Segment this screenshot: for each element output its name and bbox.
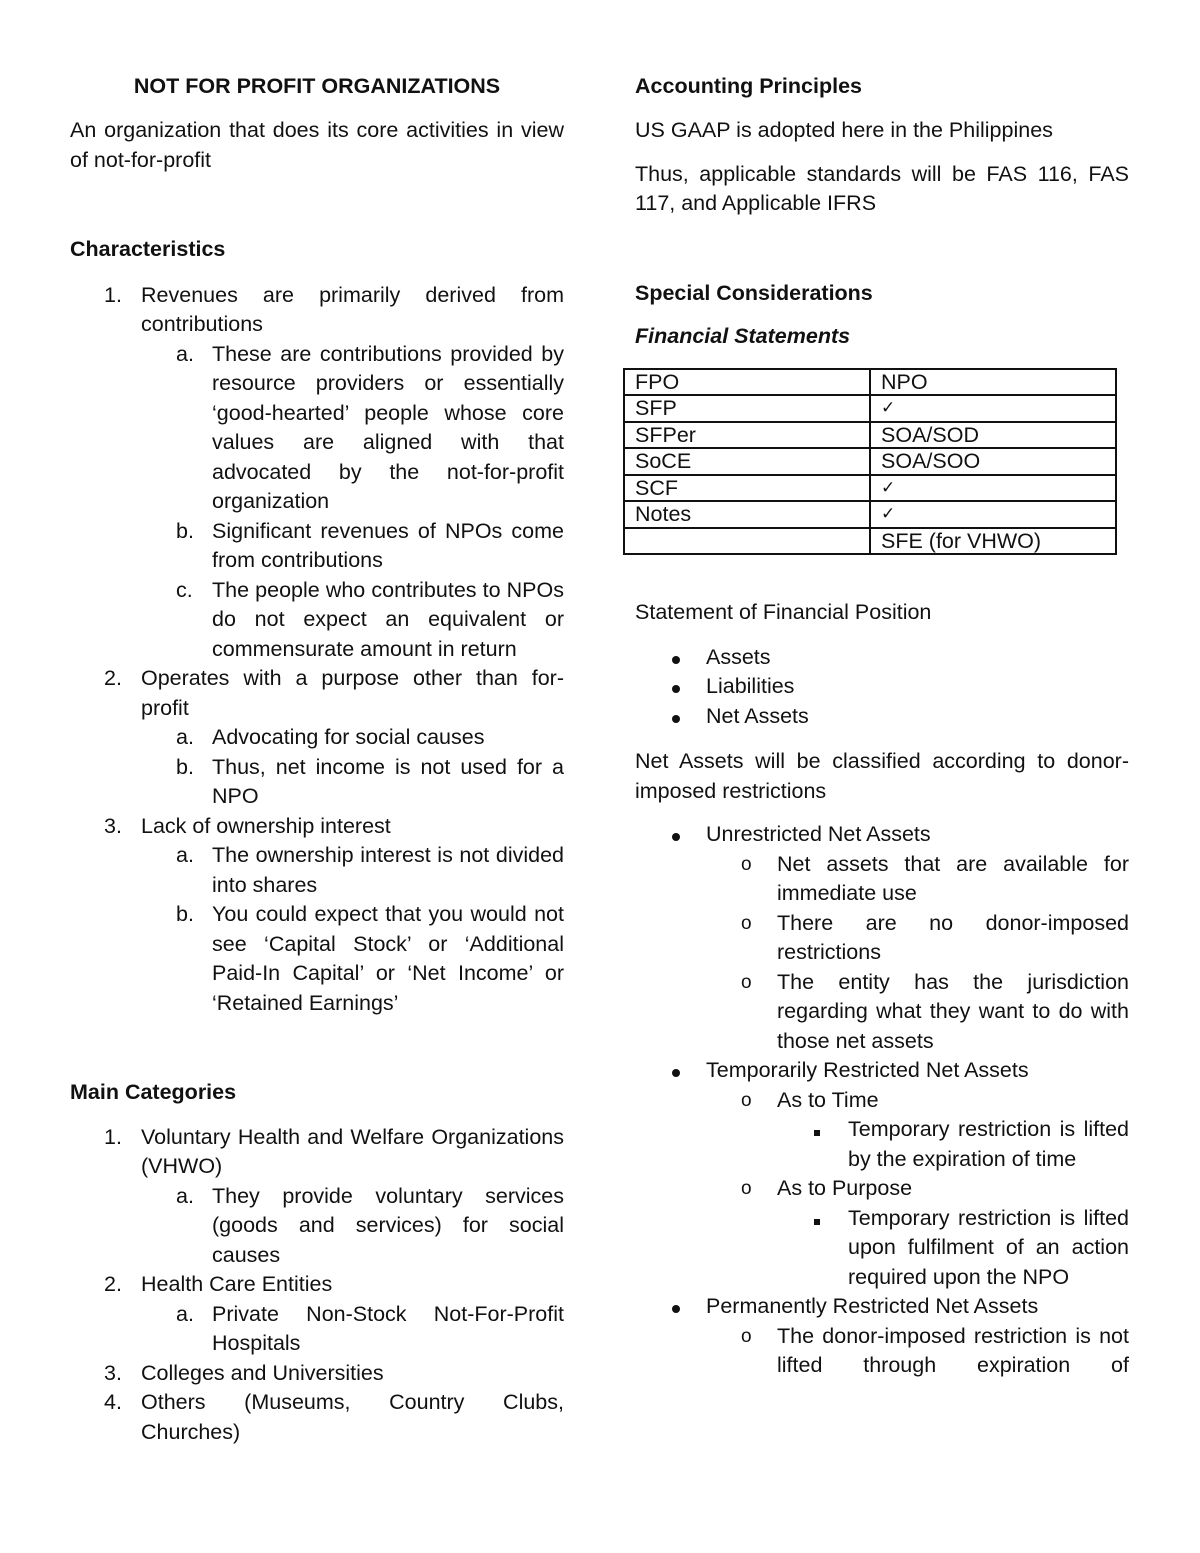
- principles-paragraph-2: Thus, applicable standards will be FAS 116, FAS 117, and Applicable IFRS: [635, 161, 1129, 215]
- intro-paragraph: An organization that does its core activities in view of not-for-profit: [70, 118, 564, 172]
- list-item: 3. Colleges and Universities: [104, 1360, 384, 1385]
- list-item: Unrestricted Net Assets: [635, 820, 1129, 850]
- table-row: SoCE SOA/SOO: [624, 448, 1116, 475]
- list-item: 1. Voluntary Health and Welfare Organizations (VHWO): [104, 1124, 564, 1178]
- circle-bullet-icon: o: [741, 912, 752, 934]
- check-icon: ✓: [870, 475, 1116, 502]
- circle-bullet-icon: o: [741, 1325, 752, 1347]
- list-item: Permanently Restricted Net Assets: [635, 1292, 1129, 1322]
- bullet-icon: [672, 833, 680, 841]
- list-item: a. These are contributions provided by resource providers or essentially ‘good-hearted’ people whose core values are aligned with that advocated by the not-for-profit organization: [176, 341, 564, 513]
- bullet-icon: [672, 685, 680, 693]
- classification-paragraph: Net Assets will be classified according to donor-imposed restrictions: [635, 749, 1129, 803]
- page-title: NOT FOR PROFIT ORGANIZATIONS: [133, 74, 501, 98]
- list-item: 3. Lack of ownership interest: [104, 813, 391, 838]
- list-item: 2. Health Care Entities: [104, 1272, 333, 1296]
- list-item: o The entity has the jurisdiction regarding what they want to do with those net assets: [741, 969, 1129, 1053]
- bullet-icon: [672, 1305, 680, 1313]
- square-bullet-icon: [814, 1130, 820, 1136]
- sfp-title: Statement of Financial Position: [635, 600, 932, 624]
- list-item: b. Significant revenues of NPOs come from contributions: [176, 518, 564, 572]
- list-item: a. Advocating for social causes: [176, 725, 485, 749]
- circle-bullet-icon: o: [741, 853, 752, 875]
- bullet-icon: [672, 715, 680, 723]
- accounting-principles-heading: Accounting Principles: [635, 74, 862, 98]
- principles-paragraph-1: US GAAP is adopted here in the Philippines: [635, 118, 1053, 142]
- list-item: Temporary restriction is lifted upon fulfilment of an action required upon the NPO: [635, 1204, 1129, 1293]
- circle-bullet-icon: o: [741, 1089, 752, 1111]
- table-row: SFPer SOA/SOD: [624, 422, 1116, 449]
- check-icon: ✓: [870, 395, 1116, 422]
- table-row: SCF ✓: [624, 475, 1116, 502]
- characteristics-list: [70, 281, 564, 1019]
- list-item: o As to Purpose: [635, 1174, 1129, 1204]
- list-item: Temporarily Restricted Net Assets: [635, 1056, 1129, 1086]
- circle-bullet-icon: o: [741, 1178, 752, 1199]
- table-row: FPO NPO: [624, 369, 1116, 396]
- list-item: o The donor-imposed restriction is not lifted through expiration of: [741, 1323, 1129, 1377]
- financial-statements-table-wrap: [635, 368, 1129, 556]
- sfp-bullet-list: [635, 643, 1129, 732]
- list-item: o Net assets that are available for immediate use: [741, 851, 1129, 905]
- list-item: b. You could expect that you would not see ‘Capital Stock’ or ‘Additional Paid-In Capital’ or ‘Net Income’ or ‘Retained Earnings’: [176, 902, 564, 1015]
- list-item: b. Thus, net income is not used for a NPO: [176, 754, 564, 808]
- list-item: o There are no donor-imposed restrictions: [741, 910, 1129, 964]
- table-row: Notes ✓: [624, 501, 1116, 528]
- right-column: [635, 72, 1129, 1381]
- financial-statements-subheading: Financial Statements: [635, 324, 851, 348]
- list-item: 2. Operates with a purpose other than for-profit: [104, 666, 564, 720]
- table-row: SFP ✓: [624, 395, 1116, 422]
- special-considerations-heading: Special Considerations: [635, 280, 873, 305]
- table-row: SFE (for VHWO): [624, 528, 1116, 555]
- check-icon: ✓: [870, 501, 1116, 528]
- bullet-icon: [672, 1069, 680, 1077]
- list-item: Net Assets: [635, 702, 1129, 732]
- characteristics-heading: Characteristics: [70, 237, 226, 261]
- list-item: Assets: [635, 643, 1129, 673]
- main-categories-heading: Main Categories: [70, 1080, 237, 1104]
- list-item: c. The people who contributes to NPOs do not expect an equivalent or commensurate amount in return: [176, 577, 564, 661]
- left-column: [70, 72, 564, 1447]
- list-item: Liabilities: [635, 672, 1129, 702]
- list-item: 1. Revenues are primarily derived from contributions: [104, 282, 564, 336]
- circle-bullet-icon: o: [741, 971, 752, 993]
- list-item: 4. Others (Museums, Country Clubs, Churches): [104, 1390, 564, 1444]
- bullet-icon: [672, 656, 680, 664]
- square-bullet-icon: [814, 1219, 820, 1225]
- list-item: a. Private Non-Stock Not-For-Profit Hospitals: [176, 1301, 564, 1355]
- net-assets-list: [635, 820, 1129, 1381]
- financial-statements-table: [623, 368, 1117, 556]
- list-item: Temporary restriction is lifted by the expiration of time: [635, 1115, 1129, 1174]
- list-item: o As to Time: [635, 1086, 1129, 1116]
- categories-list: [70, 1123, 564, 1448]
- list-item: a. The ownership interest is not divided into shares: [176, 843, 564, 897]
- list-item: a. They provide voluntary services (goods and services) for social causes: [176, 1183, 564, 1267]
